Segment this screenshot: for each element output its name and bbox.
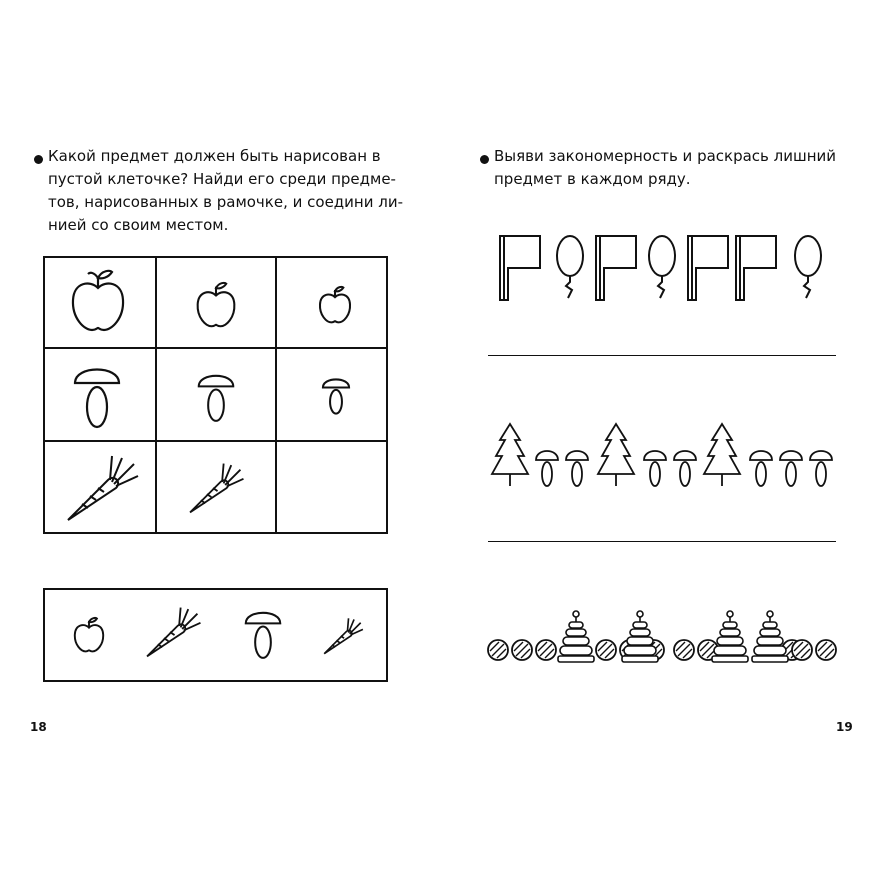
balloon-icon (557, 236, 583, 298)
tree-icon (492, 424, 528, 486)
mushroom-icon (780, 451, 802, 486)
ball-icon (816, 640, 836, 660)
pyramid-icon (558, 611, 594, 662)
flags-balloons-row (496, 232, 836, 312)
balls-pyramids-row (484, 608, 844, 668)
flag-icon (500, 236, 540, 300)
carrot-icon (187, 460, 245, 516)
task-line: предмет в каждом ряду. (494, 170, 691, 188)
apple-icon[interactable] (72, 614, 106, 656)
task-line: тов, нарисованных в рамочке, и соедини ли- (48, 193, 403, 211)
carrot-icon[interactable] (322, 616, 364, 656)
carrot-icon (64, 452, 140, 524)
balloon-icon (649, 236, 675, 298)
empty-cell[interactable] (278, 444, 386, 532)
mushroom-icon (750, 451, 772, 486)
task-bullet (480, 155, 489, 164)
mushroom-icon (644, 451, 666, 486)
mushroom-icon (810, 451, 832, 486)
page-number: 18 (30, 720, 47, 734)
apple-icon (194, 278, 238, 332)
task-line: пустой клеточке? Найди его среди предме- (48, 170, 396, 188)
ball-icon (596, 640, 616, 660)
pyramid-icon (752, 611, 788, 662)
tree-icon (704, 424, 740, 486)
mushroom-icon[interactable] (243, 603, 283, 661)
mushroom-icon (72, 357, 122, 431)
ball-icon (512, 640, 532, 660)
flag-icon (596, 236, 636, 300)
right-task-text (494, 145, 836, 191)
apple-icon (68, 266, 128, 336)
answer-line (488, 355, 836, 356)
ball-icon (792, 640, 812, 660)
ball-icon (674, 640, 694, 660)
flag-icon (736, 236, 776, 300)
mushroom-icon (321, 372, 351, 416)
task-line: Выяви закономерность и раскрась лишний (494, 147, 837, 165)
apple-icon (317, 284, 353, 326)
ball-icon (536, 640, 556, 660)
pyramid-icon (622, 611, 658, 662)
task-line: Какой предмет должен быть нарисован в (48, 147, 381, 165)
left-task-text (48, 145, 403, 237)
carrot-icon[interactable] (144, 604, 202, 660)
pyramid-icon (712, 611, 748, 662)
page-number: 19 (836, 720, 853, 734)
ball-icon (488, 640, 508, 660)
mushroom-icon (566, 451, 588, 486)
task-bullet (34, 155, 43, 164)
trees-mushrooms-row (490, 422, 840, 492)
flag-icon (688, 236, 728, 300)
mushroom-icon (674, 451, 696, 486)
task-line: нией со своим местом. (48, 216, 229, 234)
answer-line (488, 541, 836, 542)
tree-icon (598, 424, 634, 486)
mushroom-icon (536, 451, 558, 486)
balloon-icon (795, 236, 821, 298)
mushroom-icon (196, 366, 236, 424)
